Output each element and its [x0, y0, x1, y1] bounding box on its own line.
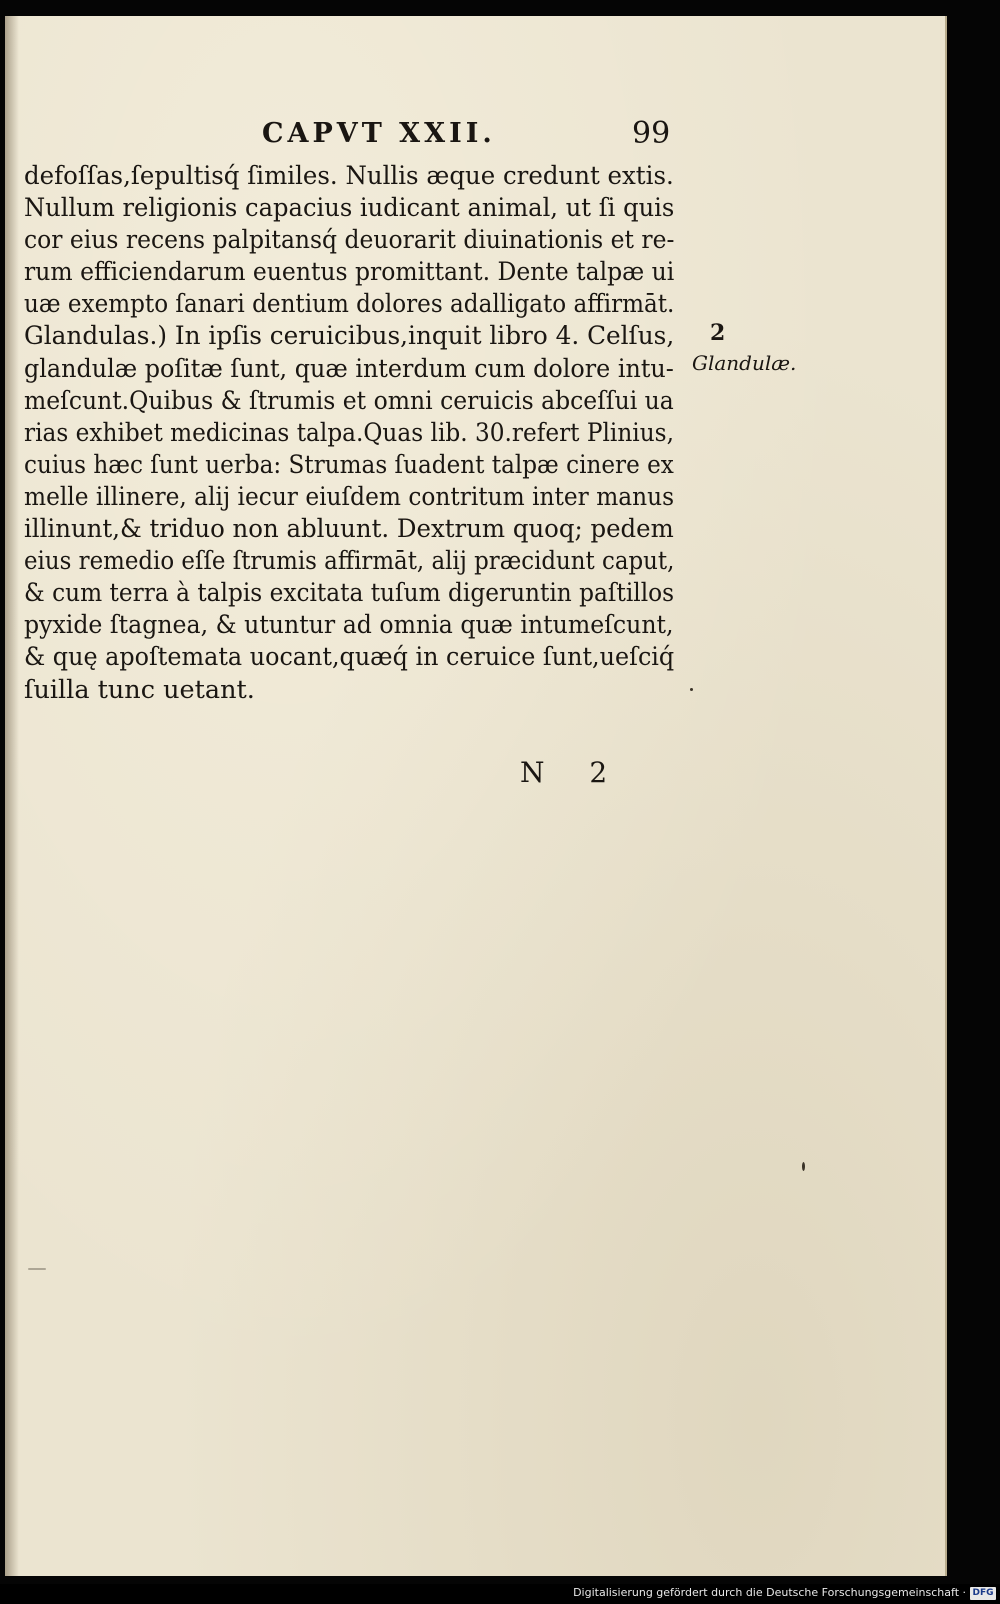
- page-number: 99: [632, 116, 671, 151]
- paper-speck: [802, 1162, 805, 1171]
- dfg-logo: DFG: [970, 1587, 996, 1600]
- text-line: rias exhibet medicinas talpa.Quas lib. 30.refert Plinius,: [24, 417, 674, 448]
- text-line: pyxide ſtagnea, & utuntur ad omnia quæ intumeſcunt,: [24, 610, 674, 641]
- text-line: uæ exempto ſanari dentium dolores adalligato affirmāt.: [24, 289, 675, 320]
- margin-note: [692, 318, 802, 378]
- text-line: Glandulas.) In ipſis ceruicibus,inquit libro 4. Celſus,: [24, 321, 675, 352]
- page-gutter-shadow: [5, 16, 19, 1576]
- text-line: defoſſas,ſepultisq́ ſimiles. Nullis æque credunt extis.: [24, 161, 674, 191]
- text-line: eius remedio eſſe ſtrumis affirmāt, alij præcidunt caput,: [24, 546, 675, 577]
- text-line: Nullum religionis capacius iudicant animal, ut ſi quis: [24, 193, 675, 224]
- text-line: glandulæ poſitæ ſunt, quæ interdum cum dolore intu-: [24, 353, 674, 384]
- paper-speck: [28, 1268, 46, 1270]
- text-line: cor eius recens palpitansq́ deuorarit diuinationis et re-: [24, 225, 675, 256]
- body-text: [24, 160, 684, 706]
- text-line: & quę apoſtemata uocant,quæq́ in ceruice ſunt,ueſciq́: [24, 642, 675, 673]
- text-line: rum efficiendarum euentus promittant. Dente talpæ ui: [24, 257, 675, 288]
- margin-note-label: Glandulæ.: [692, 351, 797, 375]
- page-header: [0, 118, 1000, 158]
- text-line: illinunt,& triduo non abluunt. Dextrum quoq; pedem: [24, 514, 674, 545]
- text-line: cuius hæc ſunt uerba: Strumas ſuadent talpæ cinere ex: [24, 449, 674, 480]
- text-line: & cum terra à talpis excitata tuſum digeruntin paſtillos: [24, 578, 675, 609]
- paper-speck: [690, 688, 693, 691]
- digitization-credit: Digitalisierung gefördert durch die Deutsche Forschungsgemeinschaft ·: [573, 1586, 966, 1599]
- text-line: meſcunt.Quibus & ſtrumis et omni ceruicis abceſſui ua: [24, 385, 674, 416]
- text-line: melle illinere, alij iecur eiuſdem contritum inter manus: [24, 481, 675, 512]
- text-line: ſuilla tunc uetant.: [24, 674, 255, 705]
- footer-bar: [0, 1584, 1000, 1604]
- running-head: CAPVT XXII.: [262, 118, 496, 149]
- margin-note-number: 2: [710, 320, 726, 346]
- signature-mark: N 2: [520, 756, 626, 789]
